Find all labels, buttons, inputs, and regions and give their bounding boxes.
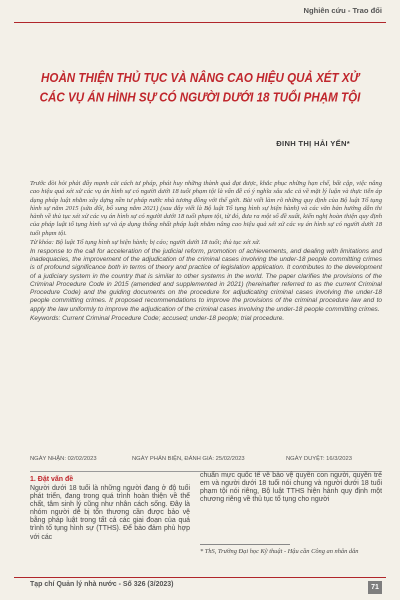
- abstract-english: In response to the call for acceleration of the judicial reform, promotion of achievements, and dealing with limitations and inadequacies, the improvement of the adjudication of the criminal cases involving the under-18 people committing crimes is of profound significance both in terms of theory and practice of legislation application. It contributes to the development of a judiciary system in the country that is similar to other systems in the world. The paper clarifies the provisions of the Criminal Procedure Code in 2015 (amended and supplemented in 2021) (hereinafter referred to as the current Criminal Procedure Code) and the guiding documents on the procedure for adjudicating criminal cases involving the under-18 people committing crimes. It proposed recommendations to improve the provisions of the criminal procedure law and to apply the law uniformly to improve the adjudication of the criminal cases involving the under-18 people committing crimes.: [30, 247, 382, 313]
- author-footnote: * ThS, Trường Đại học Kỹ thuật - Hậu cần Công an nhân dân: [200, 548, 359, 555]
- title-line-2: CÁC VỤ ÁN HÌNH SỰ CÓ NGƯỜI DƯỚI 18 TUỔI PHẠM TỘI: [39, 89, 361, 105]
- footnote-rule: [200, 544, 290, 545]
- body-text-left: Người dưới 18 tuổi là những người đang ở độ tuổi phát triển, đang trong quá trình hoàn thiện về thể chất, tâm sinh lý cũng như nhân cách sống. Đây là nhóm người dễ bị tổn thương cần được bảo vệ bằng pháp luật trong tất cả các giai đoạn của quá trình tố tụng hình sự (TTHS). Để bảo đảm phù hợp với các: [30, 485, 190, 541]
- keywords-english: Keywords: Current Criminal Procedure Code; accused; under-18 people; trial procedure.: [30, 314, 285, 322]
- body-column-right: [200, 472, 382, 504]
- top-rule: [14, 22, 386, 23]
- page-number: 71: [368, 581, 382, 594]
- date-reviewed: NGÀY PHẢN BIỆN, ĐÁNH GIÁ: 25/02/2023: [132, 456, 245, 462]
- section-heading: 1. Đặt vấn đề: [30, 476, 74, 483]
- article-title: [14, 68, 386, 107]
- title-line-1: HOÀN THIỆN THỦ TỤC VÀ NÂNG CAO HIỆU QUẢ XÉT XỬ: [41, 70, 359, 86]
- keywords-vietnamese: Từ khóa: Bộ luật Tố tụng hình sự hiện hành; bị cáo; người dưới 18 tuổi; thủ tục xét xử.: [30, 238, 261, 246]
- body-column-left: [30, 476, 190, 542]
- author-name: ĐINH THỊ HẢI YẾN*: [276, 139, 350, 148]
- abstract-vietnamese: Trước đòi hỏi phải đẩy mạnh cải cách tư pháp, phát huy những thành quả đạt được, khắc phục những hạn chế, bất cập, việc nâng cao hiệu quả xét xử các vụ án hình sự có người dưới 18 tuổi phạm tội là vấn đề có ý nghĩa sâu sắc cả về mặt lý luận và thực tiễn áp dụng pháp luật nhằm xây dựng nền tư pháp nước nhà tương đồng với thế giới. Bài viết làm rõ những quy định của Bộ luật Tố tụng hình sự năm 2015 (sửa đổi, bổ sung năm 2021) (sau đây viết là Bộ luật Tố tụng hình sự hiện hành) và các văn bản hướng dẫn thi hành về thủ tục xét xử các vụ án hình sự có người dưới 18 tuổi phạm tội, từ đó, đưa ra một số đề xuất, kiến nghị hoàn thiện quy định của pháp luật tố tụng hình sự và áp dụng thống nhất pháp luật nhằm nâng cao hiệu quả xét xử các vụ án hình sự có người dưới 18 tuổi phạm tội.: [30, 180, 382, 237]
- date-received: NGÀY NHẬN: 02/02/2023: [30, 456, 97, 462]
- journal-name: Tạp chí Quản lý nhà nước - Số 326 (3/2023): [30, 581, 174, 588]
- abstract: [30, 180, 382, 323]
- date-approved: NGÀY DUYỆT: 16/3/2023: [286, 456, 352, 462]
- section-label: Nghiên cứu - Trao đổi: [303, 6, 382, 15]
- body-text-right: chuẩn mực quốc tế về bảo vệ quyền con người, quyền trẻ em và người dưới 18 tuổi nói chung và người dưới 18 tuổi phạm tội nói riêng, Bộ luật TTHS hiện hành quy định một chương riêng về thủ tục tố tụng cho người: [200, 472, 382, 504]
- bottom-rule: [14, 577, 386, 578]
